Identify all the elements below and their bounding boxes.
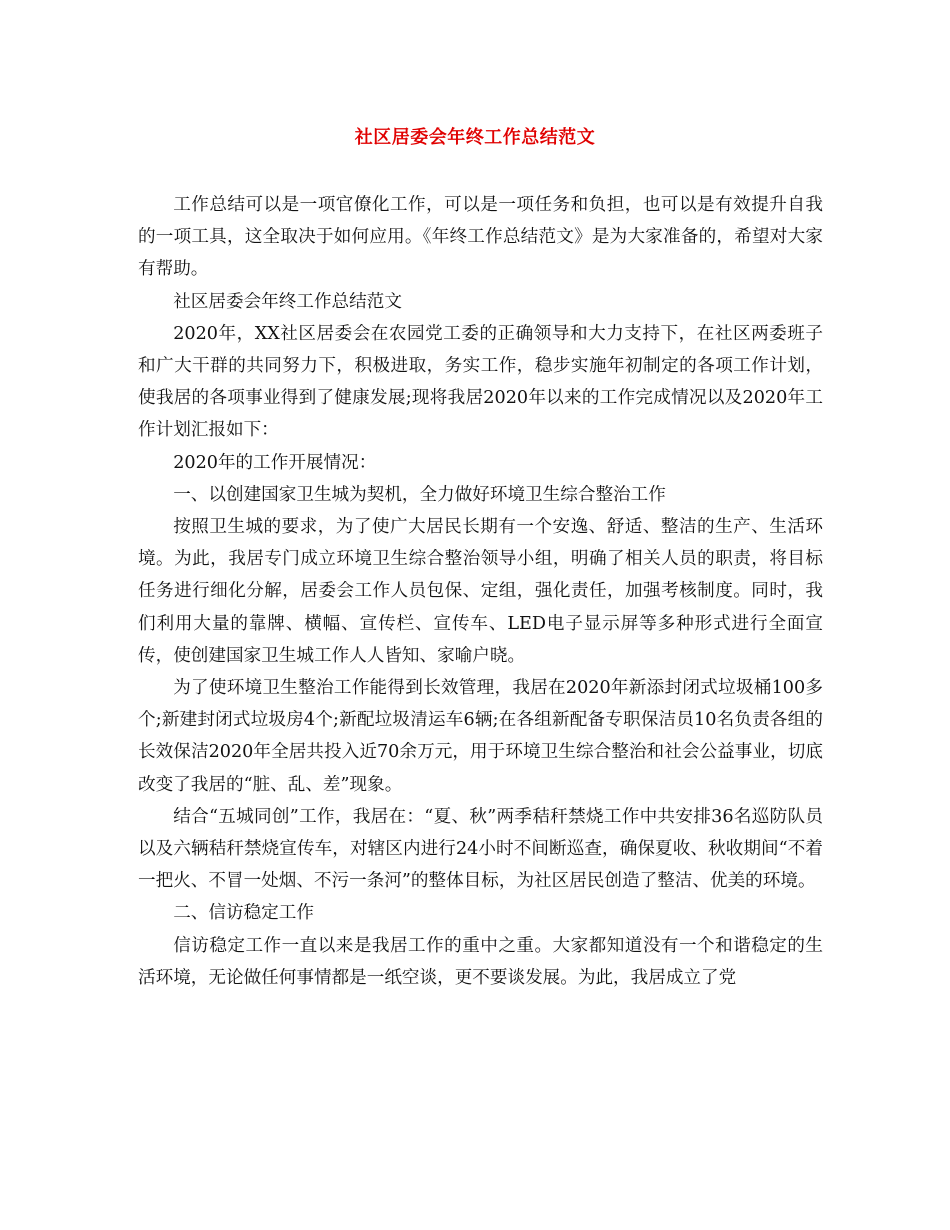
paragraph-management: 为了使环境卫生整治工作能得到长效管理，我居在2020年新添封闭式垃圾桶100多个;新建封闭式垃圾房4个;新配垃圾清运车6辆;在各组新配备专职保洁员10名负责各组的长效保洁2020年全居共投入近70余万元，用于环境卫生综合整治和社会公益事业，切底改变了我居的“脏、乱、差”现象。 (138, 678, 823, 795)
paragraph-subtitle: 社区居委会年终工作总结范文 (173, 291, 402, 312)
section-heading-2: 二、信访稳定工作 (173, 903, 314, 924)
paragraph-intro: 工作总结可以是一项官僚化工作，可以是一项任务和负担，也可以是有效提升自我的一项工具，这全取决于如何应用。《年终工作总结范文》是为大家准备的，希望对大家有帮助。 (138, 195, 823, 280)
paragraph-overview: 2020年，XX社区居委会在农园党工委的正确领导和大力支持下，在社区两委班子和广大干群的共同努力下，积极进取，务实工作，稳步实施年初制定的各项工作计划，使我居的各项事业得到了健康发展;现将我居2020年以来的工作完成情况以及2020年工作计划汇报如下： (138, 323, 823, 441)
paragraph-sanitation: 按照卫生城的要求，为了使广大居民长期有一个安逸、舒适、整洁的生产、生活环境。为此，我居专门成立环境卫生综合整治领导小组，明确了相关人员的职责，将目标任务进行细化分解，居委会工作人员包保、定组，强化责任，加强考核制度。同时，我们利用大量的靠牌、横幅、宣传栏、宣传车、LED电子显示屏等多种形式进行全面宣传，使创建国家卫生城工作人人皆知、家喻户晓。 (138, 517, 823, 666)
document-body (138, 189, 823, 994)
document-title: 社区居委会年终工作总结范文 (354, 127, 596, 148)
paragraph-work-heading: 2020年的工作开展情况： (173, 452, 377, 473)
paragraph-straw-burning: 结合“五城同创”工作，我居在：“夏、秋”两季秸秆禁烧工作中共安排36名巡防队员以及六辆秸秆禁烧宣传车，对辖区内进行24小时不间断巡查，确保夏收、秋收期间“不着一把火、不冒一处烟、不污一条河”的整体目标，为社区居民创造了整洁、优美的环境。 (138, 806, 823, 892)
paragraph-petition: 信访稳定工作一直以来是我居工作的重中之重。大家都知道没有一个和谐稳定的生活环境，无论做任何事情都是一纸空谈，更不要谈发展。为此，我居成立了党 (138, 935, 823, 988)
section-heading-1: 一、以创建国家卫生城为契机，全力做好环境卫生综合整治工作 (173, 484, 666, 505)
